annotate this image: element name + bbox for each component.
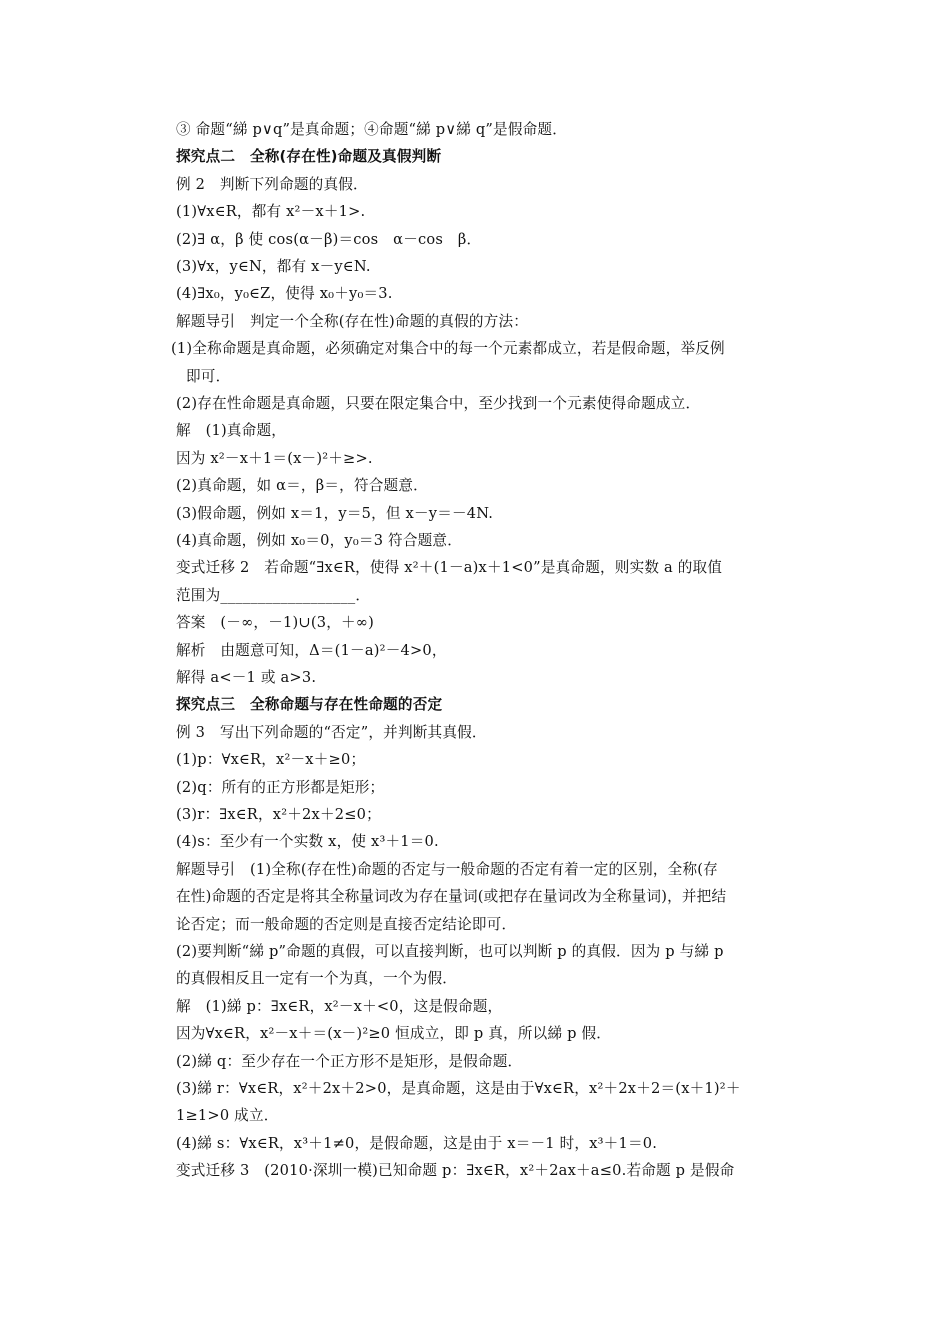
text-line: 变式迁移 3 (2010·深圳一模)已知命题 p：∃x∈R，x²＋2ax＋a≤0.若命题 p 是假命 <box>176 1162 735 1180</box>
text-line: 解题导引 判定一个全称(存在性)命题的真假的方法： <box>176 312 529 330</box>
text-line: (2)真命题，如 α＝，β＝，符合题意． <box>176 477 428 495</box>
text-line: (4)真命题，例如 x₀＝0，y₀＝3 符合题意． <box>176 532 463 549</box>
section-heading: 探究点二 全称(存在性)命题及真假判断 <box>176 148 442 166</box>
text-line: (1)∀x∈R，都有 x²－x＋1>. <box>176 203 366 221</box>
text-line: 论否定；而一般命题的否定则是直接否定结论即可． <box>176 915 517 933</box>
text-line: 1≥1>0 成立． <box>176 1107 279 1125</box>
text-line: 即可． <box>186 367 231 385</box>
section-heading: 探究点三 全称命题与存在性命题的否定 <box>176 696 443 714</box>
text-line: 的真假相反且一定有一个为真，一个为假． <box>176 970 458 988</box>
text-line: 例 2 判断下列命题的真假． <box>176 175 368 193</box>
text-line: (4)綈 s：∀x∈R，x³＋1≠0，是假命题，这是由于 x＝－1 时，x³＋1＝0. <box>176 1134 658 1152</box>
text-line: (3)假命题，例如 x＝1，y＝5，但 x－y＝－4N. <box>176 504 494 522</box>
text-line: 因为∀x∈R，x²－x＋＝(x－)²≥0 恒成立，即 p 真，所以綈 p 假． <box>176 1025 612 1043</box>
text-line: 解 (1)綈 p：∃x∈R，x²－x＋<0，这是假命题， <box>176 997 503 1015</box>
text-line: (3)綈 r：∀x∈R，x²＋2x＋2>0，是真命题，这是由于∀x∈R，x²＋2x＋2＝(x＋1)²＋ <box>176 1080 741 1097</box>
text-line: 解题导引 (1)全称(存在性)命题的否定与一般命题的否定有着一定的区别，全称(存 <box>176 860 718 878</box>
text-line: 答案 (－∞，－1)∪(3，＋∞) <box>176 614 375 632</box>
text-line: (2)存在性命题是真命题，只要在限定集合中，至少找到一个元素使得命题成立． <box>176 395 701 412</box>
text-line: 例 3 写出下列命题的“否定”，并判断其真假． <box>176 723 487 741</box>
text-line: (4)s：至少有一个实数 x，使 x³＋1＝0. <box>176 833 439 851</box>
text-line: ③ 命题“綈 p∨q”是真命题；④命题“綈 p∨綈 q”是假命题． <box>176 121 568 138</box>
text-line: (1)p：∀x∈R，x²－x＋≥0； <box>176 751 366 769</box>
text-line: (2)綈 q：至少存在一个正方形不是矩形，是假命题． <box>176 1052 523 1070</box>
text-line: 解析 由题意可知，Δ＝(1－a)²－4>0， <box>176 641 447 659</box>
text-line: 因为 x²－x＋1＝(x－)²＋≥>. <box>176 449 373 467</box>
text-line: (4)∃x₀，y₀∈Z，使得 x₀＋y₀＝3. <box>176 285 393 303</box>
text-line: (1)全称命题是真命题，必须确定对集合中的每一个元素都成立，若是假命题，举反例 <box>171 340 725 358</box>
text-line: (2)要判断“綈 p”命题的真假，可以直接判断，也可以判断 p 的真假．因为 p 与綈 p <box>176 943 724 960</box>
text-line: (2)∃ α，β 使 cos(α－β)＝cos α－cos β． <box>176 230 482 248</box>
text-line: 解 (1)真命题， <box>176 422 287 440</box>
text-line: 在性)命题的否定是将其全称量词改为存在量词(或把存在量词改为全称量词)，并把结 <box>176 888 727 906</box>
text-line: 变式迁移 2 若命题“∃x∈R，使得 x²＋(1－a)x＋1<0”是真命题，则实数 a 的取值 <box>176 559 723 577</box>
text-line: (3)r：∃x∈R，x²＋2x＋2≤0； <box>176 806 381 823</box>
text-line: (2)q：所有的正方形都是矩形； <box>176 778 385 796</box>
text-line: (3)∀x，y∈N，都有 x－y∈N. <box>176 258 371 275</box>
text-line: 解得 a<－1 或 a>3. <box>176 669 317 686</box>
text-line: 范围为__________________． <box>176 586 371 604</box>
